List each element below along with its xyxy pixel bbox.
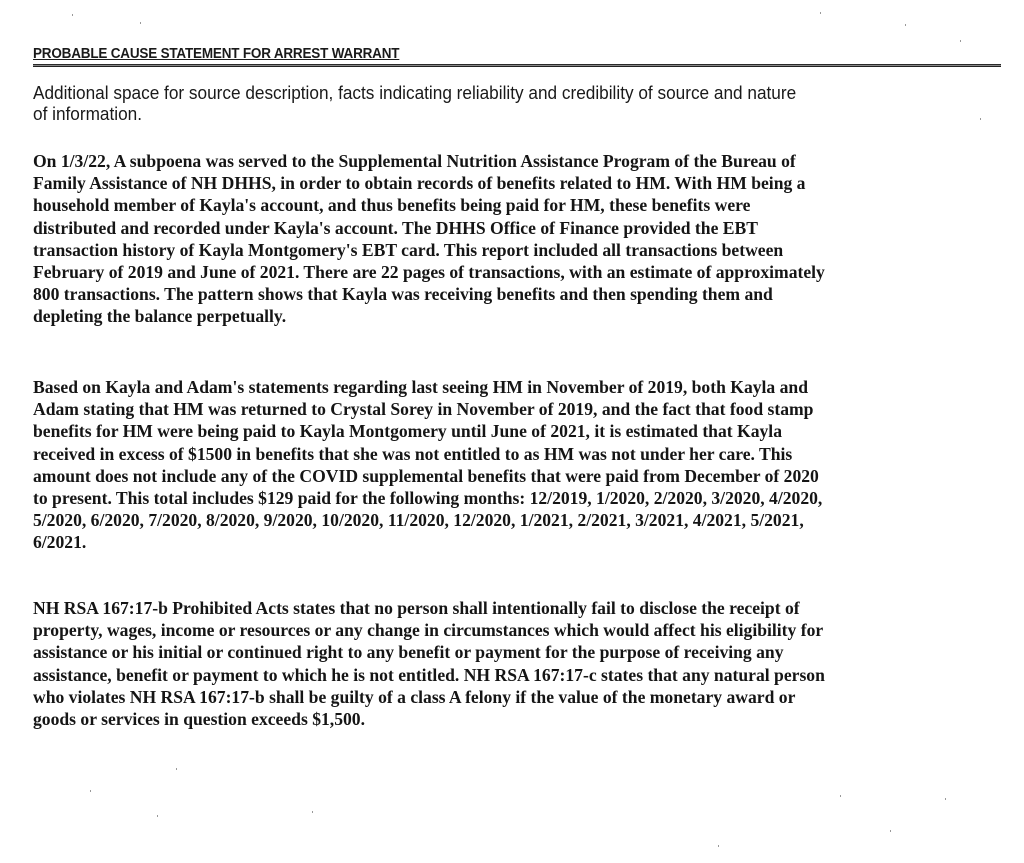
scan-speck (980, 118, 981, 120)
scan-speck (72, 14, 73, 16)
text-line: 800 transactions. The pattern shows that Kayla was receiving benefits and then spending them and (33, 284, 773, 305)
text-line: February of 2019 and June of 2021. There are 22 pages of transactions, with an estimate of approximately (33, 262, 825, 283)
scan-speck (945, 798, 946, 800)
scan-speck (140, 22, 141, 24)
scan-speck (960, 40, 961, 42)
paragraph-benefit-estimate (33, 376, 1008, 554)
text-line: distributed and recorded under Kayla's account. The DHHS Office of Finance provided the EBT (33, 217, 758, 238)
heading-rule-divider (33, 64, 1001, 67)
scan-speck (718, 845, 719, 847)
instructions-line: of information. (33, 103, 143, 124)
scan-speck (840, 795, 841, 797)
text-line: Based on Kayla and Adam's statements regarding last seeing HM in November of 2019, both Kayla and (33, 377, 808, 397)
text-line: benefits for HM were being paid to Kayla Montgomery until June of 2021, it is estimated that Kayla (33, 421, 782, 442)
text-line: 6/2021. (33, 532, 87, 553)
scan-speck (157, 815, 158, 817)
text-line: to present. This total includes $129 paid for the following months: 12/2019, 1/2020, 2/2020, 3/2020, 4/2020, (33, 488, 823, 509)
text-line: received in excess of $1500 in benefits that she was not entitled to as HM was not under her care. This (33, 443, 793, 464)
text-line: depleting the balance perpetually. (33, 306, 287, 327)
text-line: property, wages, income or resources or any change in circumstances which would affect his eligibility for (33, 620, 824, 641)
text-line: goods or services in question exceeds $1,500. (33, 709, 365, 730)
paragraph-subpoena (33, 150, 1008, 328)
text-line: transaction history of Kayla Montgomery's EBT card. This report included all transactions between (33, 239, 784, 260)
text-line: Family Assistance of NH DHHS, in order to obtain records of benefits related to HM. With HM being a (33, 173, 806, 194)
text-line: On 1/3/22, A subpoena was served to the Supplemental Nutrition Assistance Program of the Bureau of (33, 151, 796, 171)
scan-speck (905, 24, 906, 26)
form-instructions (33, 82, 1010, 124)
scan-speck (176, 768, 177, 770)
text-line: assistance, benefit or payment to which he is not entitled. NH RSA 167:17-c states that any natural person (33, 664, 825, 685)
text-line: amount does not include any of the COVID supplemental benefits that were paid from December of 2020 (33, 465, 819, 486)
paragraph-statute (33, 597, 1008, 730)
text-line: household member of Kayla's account, and thus benefits being paid for HM, these benefits were (33, 195, 751, 216)
text-line: 5/2020, 6/2020, 7/2020, 8/2020, 9/2020, 10/2020, 11/2020, 12/2020, 1/2021, 2/2021, 3/2021, 4/2021, 5/2021, (33, 510, 804, 531)
text-line: who violates NH RSA 167:17-b shall be guilty of a class A felony if the value of the monetary award or (33, 686, 796, 707)
scan-speck (890, 830, 891, 832)
text-line: NH RSA 167:17-b Prohibited Acts states that no person shall intentionally fail to disclose the receipt of (33, 598, 800, 618)
text-line: Adam stating that HM was returned to Crystal Sorey in November of 2019, and the fact that food stamp (33, 399, 814, 420)
document-heading: PROBABLE CAUSE STATEMENT FOR ARREST WARRANT (33, 46, 400, 62)
scan-speck (90, 790, 91, 792)
text-line: assistance or his initial or continued right to any benefit or payment for the purpose of receiving any (33, 642, 784, 663)
scan-speck (312, 811, 313, 813)
scan-speck (820, 12, 821, 14)
instructions-line: Additional space for source description, facts indicating reliability and credibility of source and nature (33, 82, 797, 103)
